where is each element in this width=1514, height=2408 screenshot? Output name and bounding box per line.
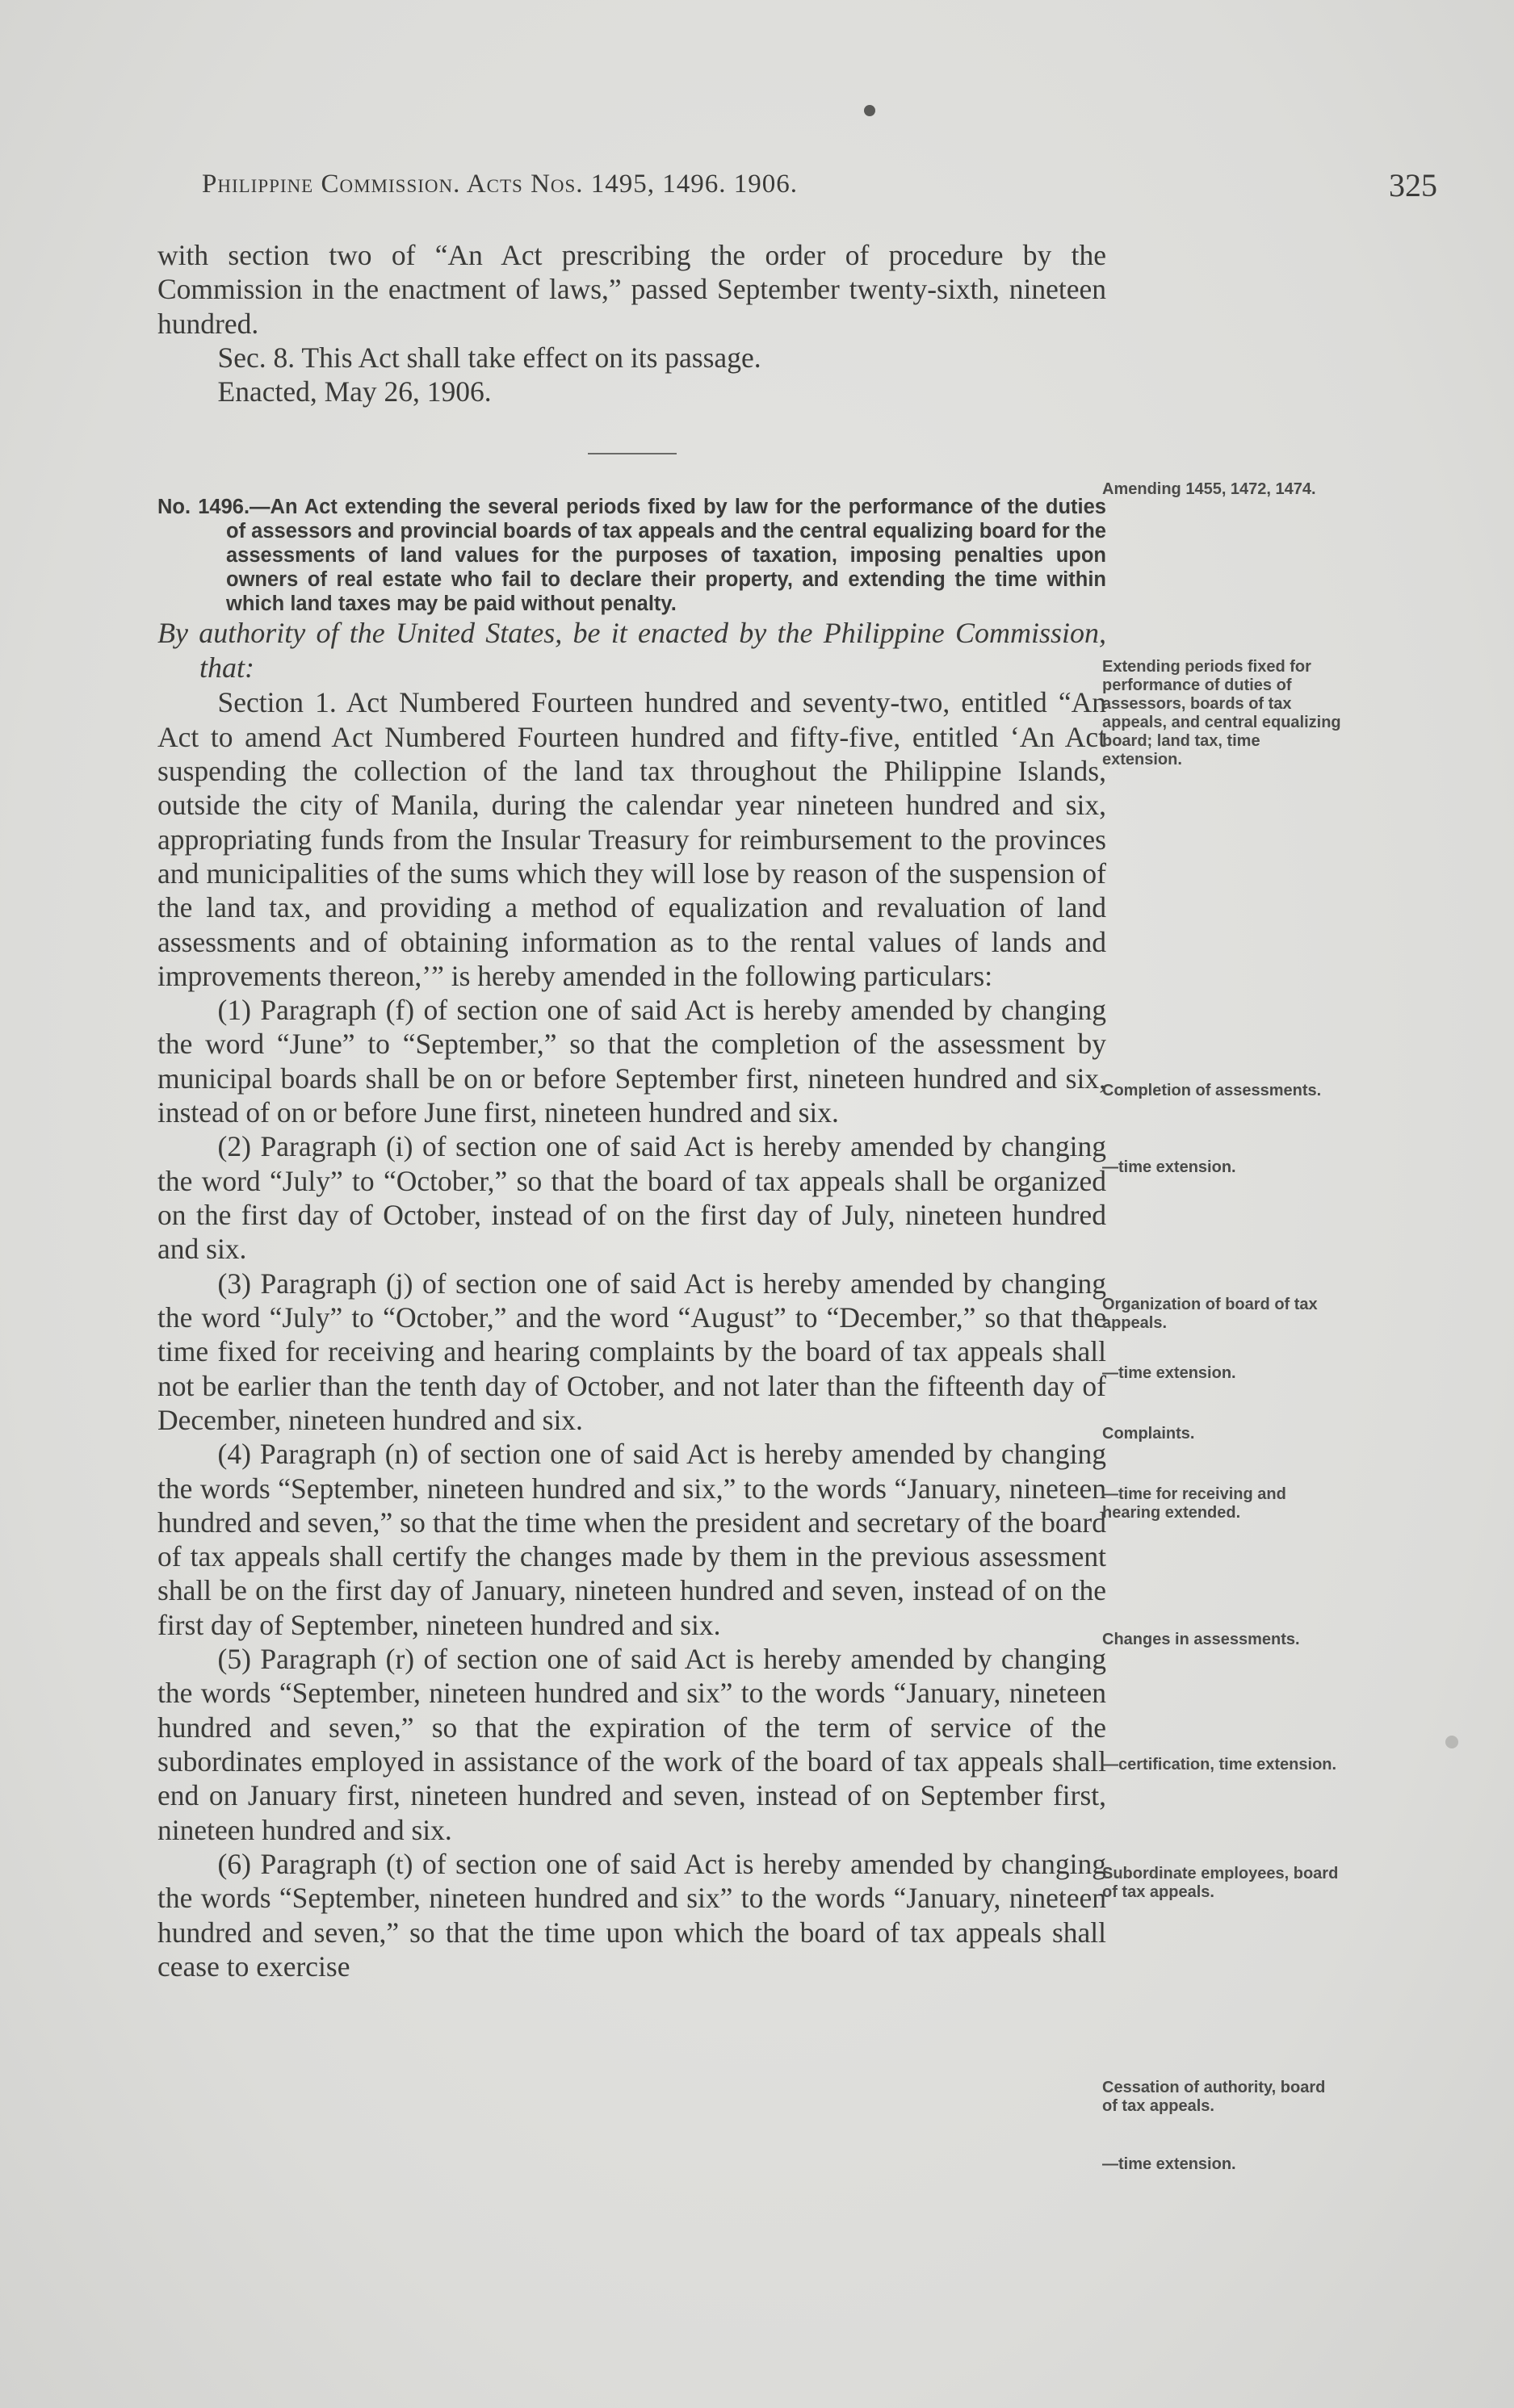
section-1: Section 1. Act Numbered Fourteen hundred and seventy-two, entitled “An Act to amend Act Numbered Fourteen hundred and fifty-five, entitled ‘An Act suspending the collection of the land tax throughout the Philippine Islands, outside the city of Manila, during the calendar year nineteen hundred and six, appropriating funds from the Insular Treasury for reimbursement to the provinces and municipalities of the sums which they will lose by reason of the suspension of the land tax, and providing a method of equalization and revaluation of land assessments and of obtaining information as to the rental values of lands and improvements thereon,’” is hereby amended in the following particulars: [157, 686, 1106, 992]
paper-speck [1445, 1736, 1458, 1748]
margin-note-cessation-time: —time extension. [1102, 2155, 1236, 2173]
paragraph-4: (4) Paragraph (n) of section one of said Act is hereby amended by changing the words “September, nineteen hundred and six,” to the words “January, nineteen hundred and seven,” so that the time when the president and secretary of the board of tax appeals shall certify the changes made by them in the previous assessment shall be on the first day of January, nineteen hundred and seven, instead of on the first day of September, nineteen hundred and six. [157, 1438, 1106, 1641]
margin-note-amending: Amending 1455, 1472, 1474. [1102, 480, 1316, 498]
prev-act-continuation: with section two of “An Act prescribing the order of procedure by the Commission in the enactment of laws,” passed September twenty-sixth, nineteen hundred. [157, 239, 1106, 340]
margin-note-extending: Extending periods fixed for performance of duties of assessors, boards of tax appeals, and central equalizing board; land tax, time extension. [1102, 658, 1341, 768]
paragraph-6: (6) Paragraph (t) of section one of said Act is hereby amended by changing the words “September, nineteen hundred and six” to the words “January, nineteen hundred and seven,” so that the time upon which the board of tax appeals shall cease to exercise [157, 1847, 1106, 1983]
paragraph-3: (3) Paragraph (j) of section one of said Act is hereby amended by changing the word “July” to “October,” and the word “August” to “December,” so that the time fixed for receiving and hearing complaints by the board of tax appeals shall not be earlier than the tenth day of October, and not later than the fifteenth day of December, nineteen hundred and six. [157, 1267, 1106, 1436]
main-text [157, 238, 1106, 1983]
running-title: Philippine Commission. Acts Nos. 1495, 1496. 1906. [202, 170, 799, 199]
paragraph-5: (5) Paragraph (r) of section one of said Act is hereby amended by changing the words “September, nineteen hundred and six” to the words “January, nineteen hundred and seven,” so that the expiration of the term of service of the subordinates employed in assistance of the work of the board of tax appeals shall end on January first, nineteen hundred and seven, instead of on September first, nineteen hundred and six. [157, 1643, 1106, 1846]
margin-note-subordinate: Subordinate employees, board of tax appeals. [1102, 1865, 1339, 1901]
ink-dot [864, 105, 875, 116]
prev-act-enacted: Enacted, May 26, 1906. [217, 375, 492, 408]
margin-note-changes: Changes in assessments. [1102, 1631, 1300, 1648]
margin-note-complaints: Complaints. [1102, 1425, 1195, 1443]
margin-note-complaints-time: —time for receiving and hearing extended. [1102, 1485, 1286, 1522]
margin-note-organization-time: —time extension. [1102, 1364, 1236, 1382]
section-divider [588, 453, 677, 454]
prev-act-section-8: Sec. 8. This Act shall take effect on its passage. [217, 341, 761, 374]
page-header [202, 167, 1437, 210]
paragraph-1: (1) Paragraph (f) of section one of said Act is hereby amended by changing the word “June” to “September,” so that the completion of the assessment by municipal boards shall be on or before September first, nineteen hundred and six, instead of on or before June first, nineteen hundred and six. [157, 994, 1106, 1129]
margin-note-completion: Completion of assessments. [1102, 1082, 1322, 1099]
margin-note-cessation: Cessation of authority, board of tax appeals. [1102, 2079, 1326, 2115]
paragraph-2: (2) Paragraph (i) of section one of said Act is hereby amended by changing the word “July” to “October,” so that the board of tax appeals shall be organized on the first day of October, instead of on the first day of July, nineteen hundred and six. [157, 1130, 1106, 1266]
page-number: 325 [1389, 167, 1437, 203]
enacting-clause: By authority of the United States, be it enacted by the Philippine Commission, that: [157, 616, 1106, 685]
margin-note-certification: —certification, time extension. [1102, 1756, 1337, 1774]
margin-note-organization: Organization of board of tax appeals. [1102, 1296, 1318, 1332]
margin-note-completion-time: —time extension. [1102, 1158, 1236, 1176]
act-title: No. 1496.—An Act extending the several periods fixed by law for the performance of the duties of assessors and provincial boards of tax appeals and the central equalizing board for the assessments of land values for the purposes of taxation, imposing penalties upon owners of real estate who fail to declare their property, and extending the time within which land taxes may be paid without penalty. [157, 495, 1106, 615]
